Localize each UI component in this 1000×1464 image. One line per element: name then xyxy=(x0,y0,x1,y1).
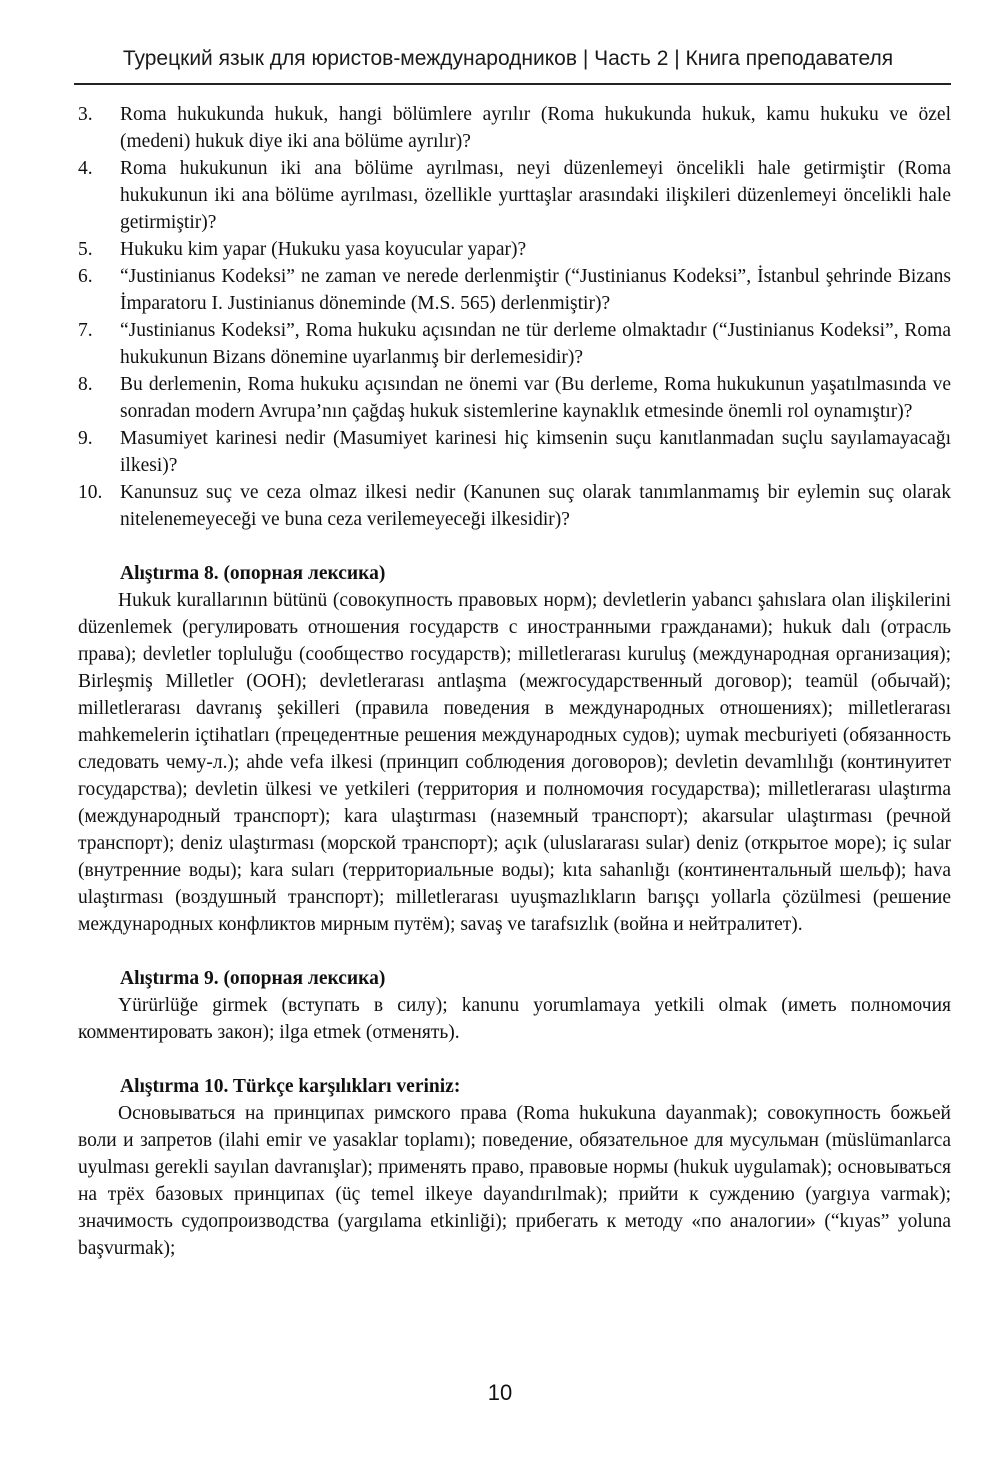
question-number: 9. xyxy=(78,428,93,449)
exercise-10-body: Основываться на принципах римского права (Roma hukukuna dayanmak); совокупность божьей воли и запретов (ilahi emir ve yasaklar toplamı); поведение, обязательное для мусульман (müslümanlarca uyulması gerekli sayılan davranışlar); применять право, правовые нормы (hukuk uygulamak); основываться на трёх базовых принципах (üç temel ilkeye dayandırılmak); прийти к суждению (yargıya varmak); значимость судопроизводства (yargılama etkinliği); прибегать к методу «по аналогии» (“kıyas” yoluna başvurmak); xyxy=(78,1103,951,1259)
question-item xyxy=(78,236,951,263)
exercise-8-title: Alıştırma 8. (опорная лексика) xyxy=(120,563,386,584)
exercise-8 xyxy=(78,560,951,938)
question-number: 4. xyxy=(78,158,93,179)
question-item xyxy=(78,425,951,479)
page-number: 10 xyxy=(487,1380,513,1405)
question-text: Roma hukukunda hukuk, hangi bölümlere ayrılır (Roma hukukunda hukuk, kamu hukuku ve özel (medeni) hukuk diye iki ana bölüme ayrılır)? xyxy=(120,104,951,152)
running-header: Турецкий язык для юристов-международников | Часть 2 | Книга преподавателя xyxy=(122,47,894,70)
header-rule xyxy=(74,83,951,85)
question-text: Roma hukukunun iki ana bölüme ayrılması, neyi düzenlemeyi öncelikli hale getirmiştir (Roma hukukunun iki ana bölüme ayrılması, özellikle yurttaşlar arasındaki ilişkileri düzenlemeyi öncelikli hale getirmiştir)? xyxy=(120,158,951,233)
question-item xyxy=(78,155,951,236)
question-text: Bu derlemenin, Roma hukuku açısından ne önemi var (Bu derleme, Roma hukukunun yaşatılmasında ve sonradan modern Avrupa’nın çağdaş hukuk sistemlerine kaynaklık etmesinde önemli rol oynamıştır)? xyxy=(120,374,951,422)
question-item xyxy=(78,101,951,155)
question-text: Hukuku kim yapar (Hukuku yasa koyucular yapar)? xyxy=(120,239,527,260)
exercise-10-title: Alıştırma 10. Türkçe karşılıkları veriniz: xyxy=(120,1076,461,1097)
question-text: Masumiyet karinesi nedir (Masumiyet karinesi hiç kimsenin suçu kanıtlanmadan suçlu sayılamayacağı ilkesi)? xyxy=(120,428,951,476)
exercise-9 xyxy=(78,965,951,1046)
question-item xyxy=(78,371,951,425)
question-number: 8. xyxy=(78,374,93,395)
question-text: Kanunsuz suç ve ceza olmaz ilkesi nedir (Kanunen suç olarak tanımlanmamış bir eylemin suç olarak nitelenemeyeceği ve buna ceza verilemeyeceği ilkesidir)? xyxy=(120,482,951,530)
question-number: 7. xyxy=(78,320,93,341)
question-list xyxy=(78,101,951,533)
exercise-8-body: Hukuk kurallarının bütünü (совокупность правовых норм); devletlerin yabancı şahıslara olan ilişkilerini düzenlemek (регулировать отношения государств с иностранными гражданами); hukuk dalı (отрасль права); devletler topluluğu (сообщество государств); milletlerarası kuruluş (международная организация); Birleşmiş Milletler (ООН); devletlerarası antlaşma (межгосударственный договор); teamül (обычай); milletlerarası davranış şekilleri (правила поведения в международных отношениях); milletlerarası mahkemelerin içtihatları (прецедентные решения международных судов); uymak mecburiyeti (обязанность следовать чему-л.); ahde vefa ilkesi (принцип соблюдения договоров); devletin devamlılığı (континуитет государства); devletin ülkesi ve yetkileri (территория и полномочия государства); milletlerarası ulaştırma (международный транспорт); kara ulaştırması (наземный транспорт); akarsular ulaştırması (речной транспорт); deniz ulaştırması (морской транспорт); açık (uluslararası sular) deniz (открытое море); iç sular (внутренние воды); kara suları (территориальные воды); kıta sahanlığı (континентальный шельф); hava ulaştırması (воздушный транспорт); milletlerarası uyuşmazlıkların barışçı yollarla çözülmesi (решение международных конфликтов мирным путём); savaş ve tarafsızlık (война и нейтралитет). xyxy=(78,590,951,935)
question-number: 10. xyxy=(78,482,103,503)
question-number: 5. xyxy=(78,239,93,260)
question-item xyxy=(78,479,951,533)
question-number: 6. xyxy=(78,266,93,287)
question-number: 3. xyxy=(78,104,93,125)
exercise-9-title: Alıştırma 9. (опорная лексика) xyxy=(120,968,386,989)
question-item xyxy=(78,317,951,371)
question-item xyxy=(78,263,951,317)
exercise-10 xyxy=(78,1073,951,1262)
page-content xyxy=(78,101,951,1262)
question-text: “Justinianus Kodeksi”, Roma hukuku açısından ne tür derleme olmaktadır (“Justinianus Kodeksi”, Roma hukukunun Bizans dönemine uyarlanmış bir derlemesidir)? xyxy=(120,320,951,368)
question-text: “Justinianus Kodeksi” ne zaman ve nerede derlenmiştir (“Justinianus Kodeksi”, İstanbul şehrinde Bizans İmparatoru I. Justinianus döneminde (M.S. 565) derlenmiştir)? xyxy=(120,266,951,314)
exercise-9-body: Yürürlüğe girmek (вступать в силу); kanunu yorumlamaya yetkili olmak (иметь полномочия комментировать закон); ilga etmek (отменять). xyxy=(78,995,951,1043)
